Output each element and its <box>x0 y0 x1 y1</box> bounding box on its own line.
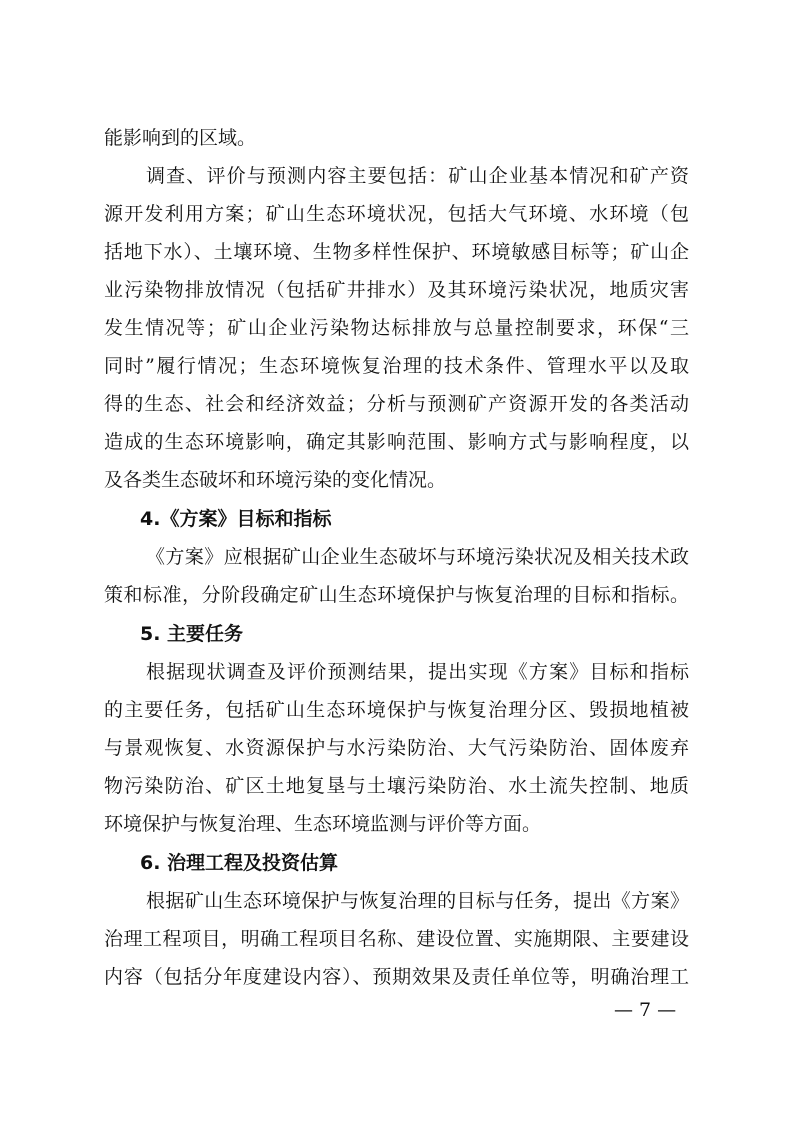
paragraph-line: 括地下水）、土壤环境、生物多样性保护、环境敏感目标等；矿山企 <box>104 241 689 263</box>
paragraph-line: 与景观恢复、水资源保护与水污染防治、大气污染防治、固体废弃 <box>104 737 689 759</box>
paragraph-line: 得的生态、社会和经济效益；分析与预测矿产资源开发的各类活动 <box>104 393 689 415</box>
paragraph-line: 能影响到的区域。 <box>104 127 257 149</box>
paragraph-line: 物污染防治、矿区土地复垦与土壤污染防治、水土流失控制、地质 <box>104 775 689 797</box>
paragraph-line: 发生情况等；矿山企业污染物达标排放与总量控制要求，环保“三 <box>104 317 689 339</box>
paragraph-line: 造成的生态环境影响，确定其影响范围、影响方式与影响程度，以 <box>104 431 689 453</box>
paragraph-line: 环境保护与恢复治理、生态环境监测与评价等方面。 <box>104 813 542 835</box>
section-heading-5: 5. 主要任务 <box>140 623 244 645</box>
paragraph-line: 内容（包括分年度建设内容）、预期效果及责任单位等，明确治理工 <box>104 966 689 988</box>
paragraph-line: 调查、评价与预测内容主要包括：矿山企业基本情况和矿产资 <box>146 165 689 187</box>
paragraph-line: 业污染物排放情况（包括矿井排水）及其环境污染状况，地质灾害 <box>104 279 689 301</box>
paragraph-line: 《方案》应根据矿山企业生态破坏与环境污染状况及相关技术政 <box>146 546 689 568</box>
section-heading-6: 6. 治理工程及投资估算 <box>140 852 339 874</box>
paragraph-line: 的主要任务，包括矿山生态环境保护与恢复治理分区、毁损地植被 <box>104 699 689 721</box>
page-number: — 7 — <box>614 999 677 1021</box>
section-heading-4: 4.《方案》目标和指标 <box>140 508 332 530</box>
paragraph-line: 根据矿山生态环境保护与恢复治理的目标与任务，提出《方案》 <box>146 890 689 912</box>
paragraph-line: 治理工程项目，明确工程项目名称、建设位置、实施期限、主要建设 <box>104 928 689 950</box>
paragraph-line: 源开发利用方案；矿山生态环境状况，包括大气环境、水环境（包 <box>104 203 689 225</box>
paragraph-line: 策和标准，分阶段确定矿山生态环境保护与恢复治理的目标和指标。 <box>104 584 689 606</box>
paragraph-line: 根据现状调查及评价预测结果，提出实现《方案》目标和指标 <box>146 661 689 683</box>
paragraph-line: 同时”履行情况；生态环境恢复治理的技术条件、管理水平以及取 <box>104 355 689 377</box>
paragraph-line: 及各类生态破坏和环境污染的变化情况。 <box>104 469 447 491</box>
